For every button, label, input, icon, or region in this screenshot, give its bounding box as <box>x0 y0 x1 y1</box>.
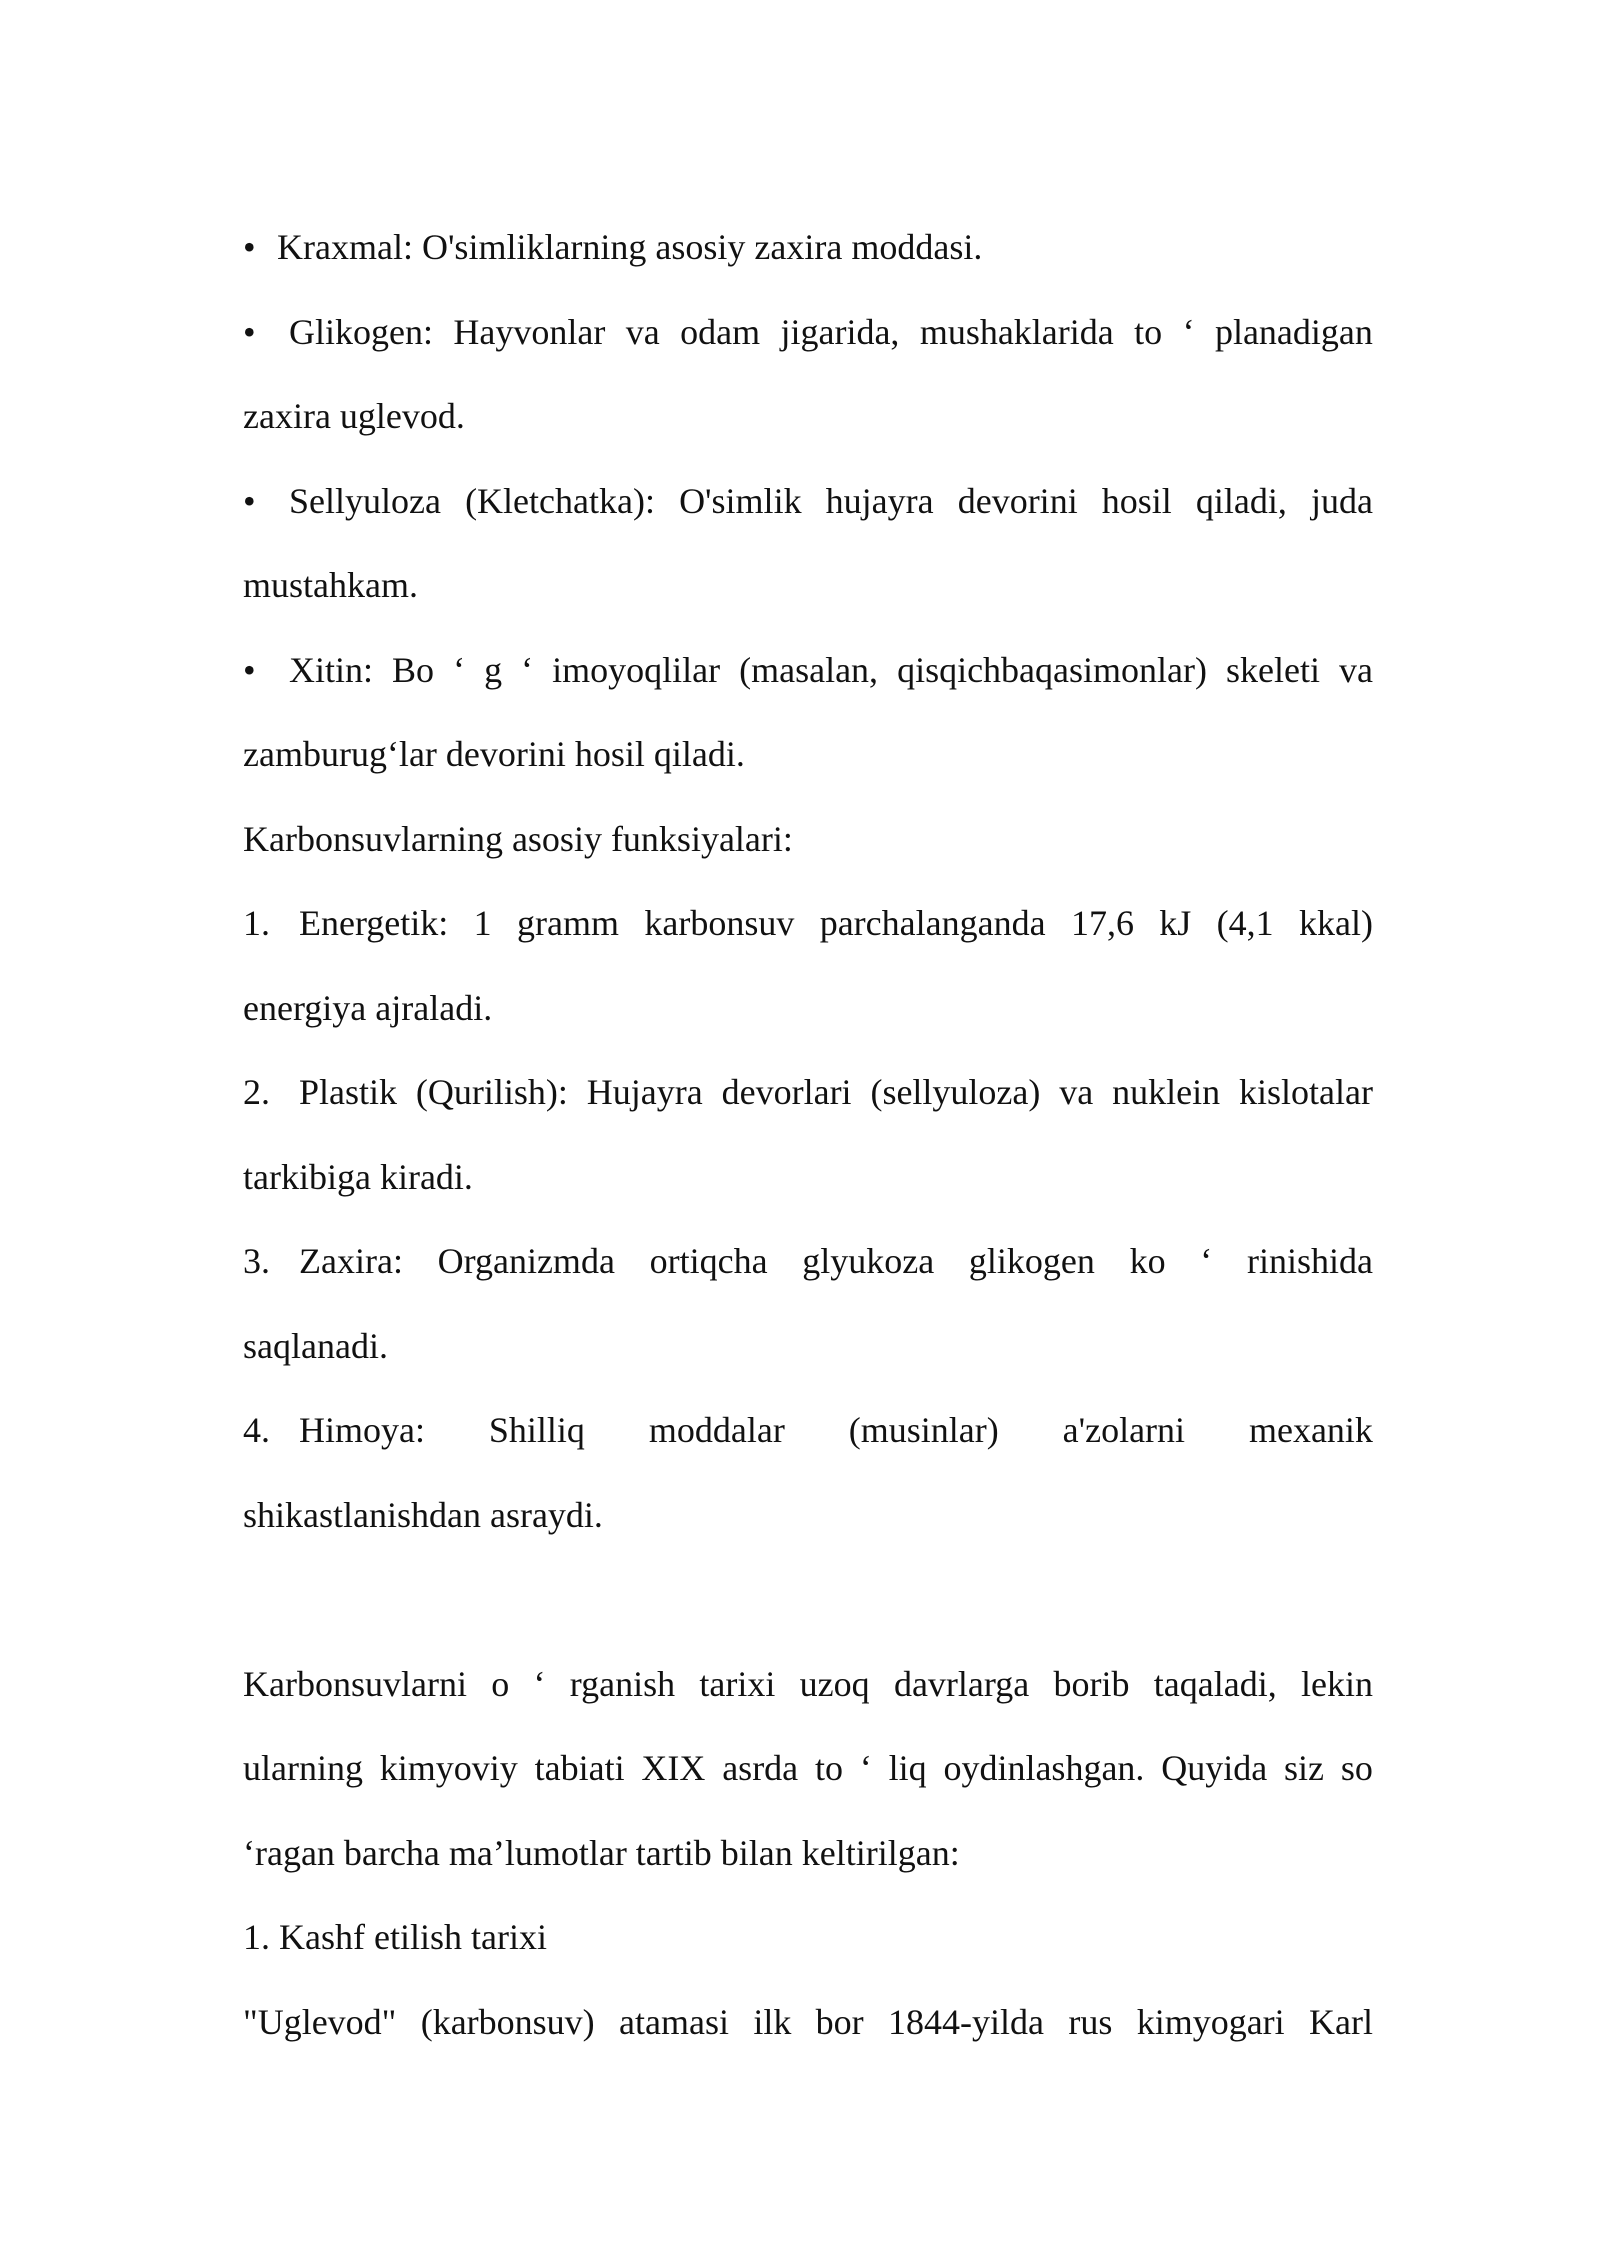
word: a'zolarni <box>1062 1410 1186 1450</box>
word: so <box>1340 1748 1373 1788</box>
word: (karbonsuv) <box>420 2001 595 2042</box>
bullet-continuation: zaxira uglevod. <box>243 396 465 436</box>
word: asrda <box>722 1748 799 1788</box>
functions-list <box>243 881 1373 1557</box>
function-continuation: energiya ajraladi. <box>243 987 493 1028</box>
word: va <box>1339 649 1373 690</box>
word: o <box>491 1663 510 1704</box>
word: ko <box>1129 1241 1166 1281</box>
word: oydinlashgan. <box>943 1748 1145 1788</box>
word: va <box>625 311 660 352</box>
word: kimyoviy <box>379 1748 518 1788</box>
word: rus <box>1068 2001 1113 2042</box>
word: 1 <box>473 903 492 943</box>
word: qisqichbaqasimonlar) <box>897 649 1207 690</box>
word: lekin <box>1301 1663 1373 1704</box>
word: Bo <box>392 649 435 690</box>
word: ilk <box>753 2001 792 2042</box>
word: mushaklarida <box>919 311 1114 352</box>
word: imoyoqlilar <box>552 649 721 690</box>
history-paragraph <box>243 1642 1373 1896</box>
word: gramm <box>517 903 619 943</box>
word: ‘ <box>1200 1241 1213 1281</box>
word: nuklein <box>1112 1072 1221 1112</box>
word: (Qurilish): <box>415 1072 568 1112</box>
bullet-marker: • <box>243 649 256 690</box>
function-line-justified <box>243 881 1373 966</box>
paragraph-line: ‘ragan barcha ma’lumotlar tartib bilan keltirilgan: <box>243 1832 960 1873</box>
bullet-marker: • <box>243 311 256 352</box>
bullet-continuation: zamburug‘lar devorini hosil qiladi. <box>243 734 745 774</box>
word: ularning <box>243 1748 363 1788</box>
function-continuation: tarkibiga kiradi. <box>243 1156 473 1197</box>
word: 1844-yilda <box>888 2001 1044 2042</box>
word: tarixi <box>699 1663 776 1704</box>
word: O'simlik <box>679 480 802 521</box>
line-text <box>299 881 1373 966</box>
word: Shilliq <box>488 1410 585 1450</box>
word: Hujayra <box>586 1072 703 1112</box>
word: devorini <box>957 480 1078 521</box>
word: atamasi <box>619 2001 729 2042</box>
word: planadigan <box>1214 311 1373 352</box>
list-number: 1. <box>243 903 270 943</box>
word: kkal) <box>1299 903 1373 943</box>
word: to <box>814 1748 843 1788</box>
word: borib <box>1053 1663 1130 1704</box>
list-number: 3. <box>243 1241 270 1281</box>
word: davrlarga <box>893 1663 1030 1704</box>
word: tabiati <box>534 1748 625 1788</box>
word: qiladi, <box>1195 480 1287 521</box>
word: Himoya: <box>299 1410 425 1450</box>
function-line-justified <box>243 1388 1373 1473</box>
word: kimyogari <box>1136 2001 1285 2042</box>
word: Sellyuloza <box>289 480 441 521</box>
function-continuation: shikastlanishdan asraydi. <box>243 1494 603 1535</box>
bullet-line <box>243 205 1373 290</box>
word: Karbonsuvlarni <box>243 1663 467 1704</box>
function-line-justified <box>243 1219 1373 1304</box>
word: moddalar <box>648 1410 785 1450</box>
word: kislotalar <box>1239 1072 1373 1112</box>
bullet-marker: • <box>243 227 256 267</box>
word: Plastik <box>299 1072 398 1112</box>
word: (musinlar) <box>848 1410 999 1450</box>
word: hujayra <box>825 480 934 521</box>
word: siz <box>1284 1748 1325 1788</box>
word: juda <box>1310 480 1373 521</box>
word: Quyida <box>1161 1748 1268 1788</box>
line-text <box>299 1050 1373 1135</box>
document-page <box>243 205 1373 2064</box>
word: rinishida <box>1246 1241 1373 1281</box>
function-continuation: saqlanadi. <box>243 1325 388 1366</box>
list-number: 4. <box>243 1410 270 1450</box>
bullet-line-justified <box>243 290 1373 375</box>
line-text <box>289 628 1373 713</box>
word: ‘ <box>1182 311 1195 352</box>
word: liq <box>888 1748 927 1788</box>
word: Organizmda <box>437 1241 615 1281</box>
word: Xitin: <box>289 649 374 690</box>
bullet-list <box>243 205 1373 797</box>
functions-heading: Karbonsuvlarning asosiy funksiyalari: <box>243 818 793 859</box>
word: kJ <box>1159 903 1192 943</box>
bullet-continuation: mustahkam. <box>243 565 418 605</box>
word: (sellyuloza) <box>870 1072 1041 1112</box>
word: ‘ <box>521 649 534 690</box>
paragraph-line-justified <box>243 1642 1373 1727</box>
word: glyukoza <box>802 1241 935 1281</box>
word: to <box>1134 311 1163 352</box>
word: karbonsuv <box>644 903 795 943</box>
line-text <box>289 459 1373 544</box>
word: taqaladi, <box>1153 1663 1277 1704</box>
word: (Kletchatka): <box>465 480 655 521</box>
word: Zaxira: <box>299 1241 403 1281</box>
word: bor <box>815 2001 864 2042</box>
word: 17,6 <box>1070 903 1134 943</box>
word: ‘ <box>533 1663 546 1704</box>
word: Hayvonlar <box>453 311 606 352</box>
word: devorlari <box>721 1072 852 1112</box>
word: uzoq <box>799 1663 870 1704</box>
section-heading: 1. Kashf etilish tarixi <box>243 1917 547 1957</box>
bullet-text: Kraxmal: O'simliklarning asosiy zaxira moddasi. <box>277 227 983 267</box>
word: ‘ <box>859 1748 872 1788</box>
word: g <box>484 649 503 690</box>
word: Energetik: <box>299 903 449 943</box>
word: XIX <box>641 1748 706 1788</box>
word: ‘ <box>453 649 466 690</box>
bullet-line-justified <box>243 459 1373 544</box>
paragraph-gap <box>243 1557 1373 1642</box>
function-line-justified <box>243 1050 1373 1135</box>
bullet-marker: • <box>243 480 256 521</box>
list-number: 2. <box>243 1072 270 1112</box>
word: Glikogen: <box>289 311 433 352</box>
bullet-line-justified <box>243 628 1373 713</box>
word: (4,1 <box>1216 903 1274 943</box>
word: (masalan, <box>739 649 879 690</box>
line-text <box>289 290 1373 375</box>
line-text <box>299 1219 1373 1304</box>
line-text <box>299 1388 1373 1473</box>
word: va <box>1059 1072 1094 1112</box>
word: ortiqcha <box>649 1241 768 1281</box>
paragraph-line-justified <box>243 1980 1373 2065</box>
word: "Uglevod" <box>243 2001 397 2042</box>
word: glikogen <box>968 1241 1095 1281</box>
word: parchalanganda <box>819 903 1046 943</box>
word: Karl <box>1309 2001 1373 2042</box>
word: skeleti <box>1226 649 1320 690</box>
word: jigarida, <box>780 311 900 352</box>
word: rganish <box>569 1663 676 1704</box>
word: odam <box>680 311 761 352</box>
word: hosil <box>1101 480 1172 521</box>
word: mexanik <box>1248 1410 1373 1450</box>
paragraph-line-justified <box>243 1726 1373 1811</box>
